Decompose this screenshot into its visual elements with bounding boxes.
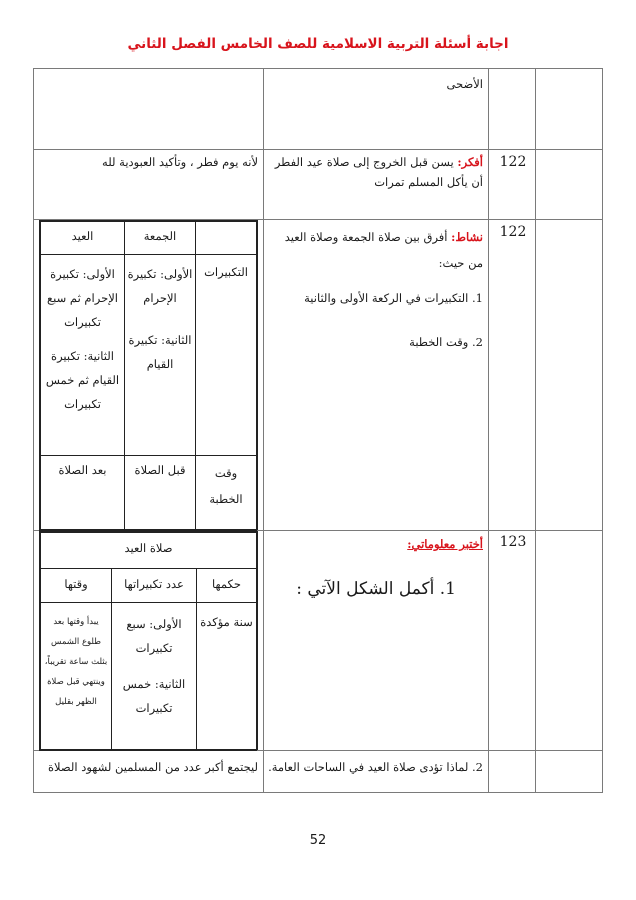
row4-number: 123 bbox=[499, 534, 527, 550]
compare-header-jumuah: الجمعة bbox=[143, 229, 177, 243]
row3-label: نشاط: bbox=[451, 230, 483, 244]
cell-line: تكبيرات bbox=[64, 397, 101, 411]
row3-item-1: 1. التكبيرات في الركعة الأولى والثانية bbox=[304, 291, 483, 305]
row4-label bbox=[268, 534, 483, 554]
cell-line: الثانية: خمس bbox=[122, 677, 186, 691]
compare-row2-jumuah: قبل الصلاة bbox=[134, 463, 186, 477]
cell-line: وينتهي قبل صلاة bbox=[47, 677, 105, 687]
cell-line: طلوع الشمس bbox=[50, 637, 102, 647]
cell-line: الثانية: تكبيرة bbox=[128, 333, 192, 347]
compare-row2-label: وقت الخطبة bbox=[209, 466, 243, 506]
cell-line: بثلث ساعة تقريباً، bbox=[44, 657, 108, 667]
compare-row1-label: التكبيرات bbox=[204, 265, 248, 279]
eid-header-waqt: وقتها bbox=[64, 577, 88, 591]
cell-line: القيام bbox=[146, 357, 174, 371]
row3-number: 122 bbox=[499, 224, 527, 240]
row2-number: 122 bbox=[499, 154, 527, 170]
cell-line: القيام ثم خمس bbox=[45, 373, 120, 387]
compare-row1-eid bbox=[41, 262, 124, 416]
row2-answer: لأنه يوم فطر ، وتأكيد العبودية لله bbox=[102, 155, 258, 169]
cell-line: يبدأ وقتها بعد bbox=[53, 617, 99, 627]
row1-question: الأضحى bbox=[446, 77, 483, 91]
row5-answer: ليجتمع أكبر عدد من المسلمين لشهود الصلاة bbox=[48, 760, 258, 774]
eid-hukm: سنة مؤكدة bbox=[200, 615, 253, 629]
eid-header-takbirat: عدد تكبيراتها bbox=[124, 577, 184, 591]
row3-text: أفرق بين صلاة الجمعة وصلاة العيد من حيث: bbox=[284, 230, 483, 270]
compare-row2-eid: بعد الصلاة bbox=[58, 463, 107, 477]
cell-line: الأولى: تكبيرة bbox=[127, 267, 193, 281]
row2-label: أفكر: bbox=[457, 155, 483, 169]
page-number: 52 bbox=[309, 833, 327, 848]
cell-line: الثانية: تكبيرة bbox=[51, 349, 114, 363]
eid-table-title: صلاة العيد bbox=[124, 541, 173, 555]
cell-line: الأولى: تكبيرة bbox=[50, 267, 115, 281]
row2-question bbox=[268, 152, 483, 192]
row3-question bbox=[268, 224, 483, 276]
compare-header-eid: العيد bbox=[71, 229, 94, 243]
eid-waqt bbox=[41, 612, 111, 712]
row4-label-text: أختبر معلوماتي: bbox=[407, 537, 483, 551]
row4-question: 1. أكمل الشكل الآتي : bbox=[296, 579, 456, 599]
row5-question: 2. لماذا تؤدى صلاة العيد في الساحات العامة. bbox=[268, 760, 483, 774]
cell-line: تكبيرات bbox=[64, 315, 101, 329]
page-title: اجابة أسئلة التربية الاسلامية للصف الخامس الفصل الثاني bbox=[127, 36, 509, 52]
row3-item-2: 2. وقت الخطبة bbox=[409, 335, 483, 349]
compare-row1-jumuah bbox=[125, 262, 195, 376]
cell-line: تكبيرات bbox=[135, 701, 173, 715]
row2-text: يسن قبل الخروج إلى صلاة عيد الفطر أن يأكل المسلم تمرات bbox=[274, 155, 483, 189]
eid-header-hukm: حكمها bbox=[212, 577, 241, 591]
cell-line: الأولى: سبع bbox=[126, 617, 182, 631]
cell-line: تكبيرات bbox=[135, 641, 173, 655]
cell-line: الإحرام ثم سبع bbox=[47, 291, 118, 305]
cell-line: الإحرام bbox=[143, 291, 177, 305]
eid-takbirat bbox=[112, 612, 196, 720]
cell-line: الظهر بقليل bbox=[55, 697, 97, 707]
